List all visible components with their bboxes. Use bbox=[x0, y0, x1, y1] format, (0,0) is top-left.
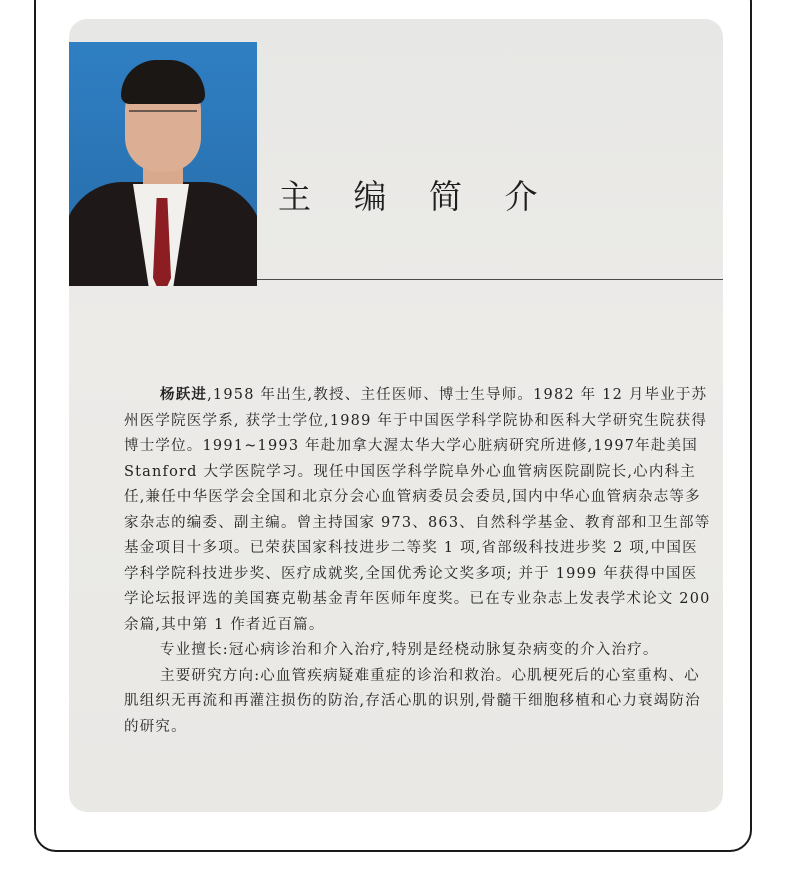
author-portrait bbox=[69, 42, 257, 286]
research-paragraph: 主要研究方向:心血管疾病疑难重症的诊治和救治。心肌梗死后的心室重构、心肌组织无再流和再灌注损伤的防治,存活心肌的识别,骨髓干细胞移植和心力衰竭防治的研究。 bbox=[124, 667, 701, 735]
page-title: 主 编 简 介 bbox=[278, 177, 554, 216]
bio-body bbox=[124, 382, 712, 740]
specialty-paragraph: 专业擅长:冠心病诊治和介入治疗,特别是经桡动脉复杂病变的介入治疗。 bbox=[160, 642, 659, 658]
book-page bbox=[69, 19, 723, 812]
bio-paragraph bbox=[124, 382, 712, 638]
bio-text: ,1958 年出生,教授、主任医师、博士生导师。1982 年 12 月毕业于苏州医学院医学系, 获学士学位,1989 年于中国医学科学院协和医科大学研究生院获得博士学位。1991~1993 年赴加拿大渥太华大学心脏病研究所进修,1997年赴美国 Stanford 大学医院学习。现任中国医学科学院阜外心血管病医院副院长,心内科主任,兼任中华医学会全国和北京分会心血管病委员会委员,国内中华心血管病杂志等多家杂志的编委、副主编。曾主持国家 973、863、自然科学基金、教育部和卫生部等基金项目十多项。已荣获国家科技进步二等奖 1 项,省部级科技进步奖 2 项,中国医学科学院科技进步奖、医疗成就奖,全国优秀论文奖多项; 并于 1999 年获得中国医学论坛报评选的美国赛克勒基金青年医师年度奖。已在专业杂志上发表学术论文 200 余篇,其中第 1 作者近百篇。 bbox=[124, 387, 711, 633]
author-name: 杨跃进 bbox=[160, 386, 208, 403]
title-divider bbox=[257, 279, 723, 280]
